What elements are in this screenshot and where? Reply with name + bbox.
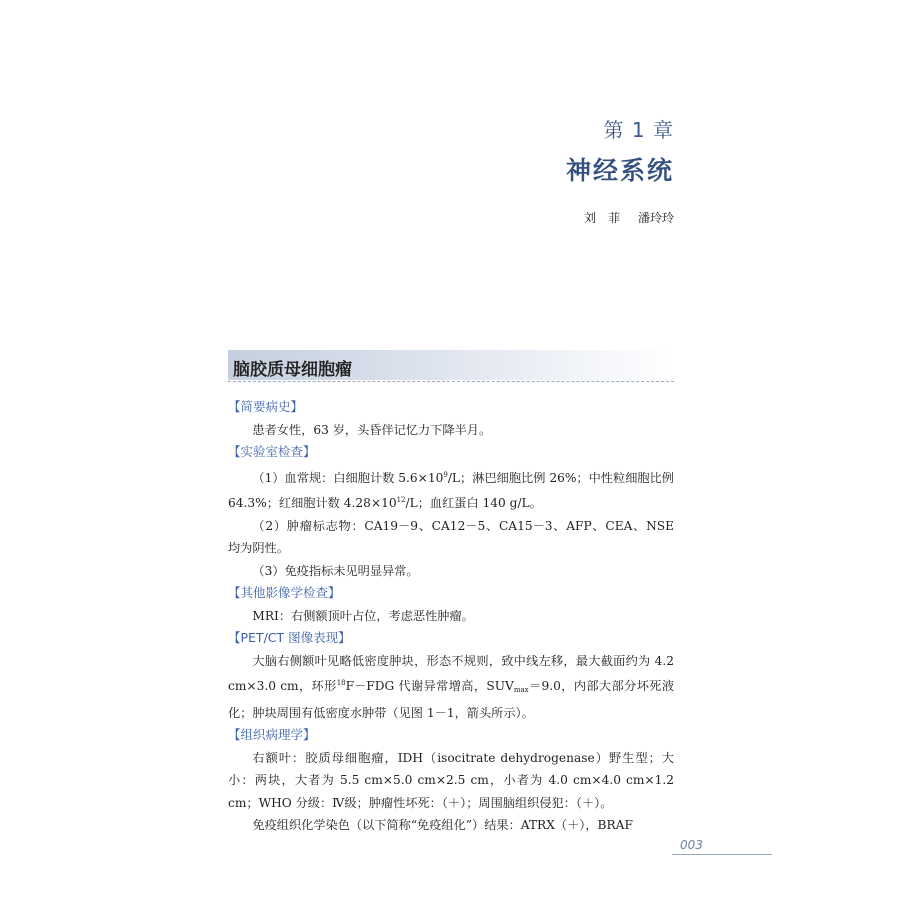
author-1: 刘 菲 xyxy=(584,211,621,225)
petct-text xyxy=(228,650,674,725)
lab-item-1-text-c: /L；血红蛋白 140 g/L。 xyxy=(405,496,542,510)
lab-item-1-exponent-2: 12 xyxy=(396,496,406,504)
imaging-heading: 【其他影像学检查】 xyxy=(228,585,341,600)
history-text: 患者女性，63 岁，头昏伴记忆力下降半月。 xyxy=(252,422,492,437)
pathology-heading: 【组织病理学】 xyxy=(228,727,316,742)
pathology-paragraph-1: 右额叶：胶质母细胞瘤，IDH（isocitrate dehydrogenase）野生型；大小：两块，大者为 5.5 cm×5.0 cm×2.5 cm，小者为 4.0 cm×4.0 cm×1.2 cm；WHO 分级：Ⅳ级；肿瘤性坏死：（＋）；周围脑组织侵犯：（＋）。 xyxy=(228,750,674,810)
chapter-title: 神经系统 xyxy=(565,156,674,185)
lab-item-1 xyxy=(228,464,674,515)
petct-suv-subscript: max xyxy=(513,686,529,694)
page-number: 003 xyxy=(680,838,703,852)
lab-heading: 【实验室检查】 xyxy=(228,444,316,459)
petct-heading: 【PET/CT 图像表现】 xyxy=(228,630,351,645)
section-title: 脑胶质母细胞瘤 xyxy=(233,360,352,380)
page-number-rule xyxy=(672,854,772,855)
chapter-number: 第 1 章 xyxy=(603,118,674,142)
case-content xyxy=(228,396,674,837)
lab-item-1-text-a: （1）血常规：白细胞计数 5.6×10 xyxy=(252,470,444,485)
history-heading: 【简要病史】 xyxy=(228,399,304,414)
chapter-authors xyxy=(584,209,674,226)
pathology-paragraph-2: 免疫组织化学染色（以下简称“免疫组化”）结果：ATRX（＋），BRAF xyxy=(252,818,633,832)
lab-item-3: （3）免疫指标未见明显异常。 xyxy=(252,563,419,578)
lab-item-1-text-b: /L；淋巴细胞比例 26%；中性粒细胞比例 64.3%；红细胞计数 4.28×10 xyxy=(228,470,674,510)
petct-text-b: F－FDG 代谢异常增高，SUV xyxy=(345,679,514,693)
section-divider xyxy=(228,381,674,382)
lab-item-1-exponent-1: 9 xyxy=(443,470,448,479)
petct-text-c: ＝9.0，内部大部分坏死液化；肿块周围有低密度水肿带（见图 1－1，箭头所示）。 xyxy=(228,679,675,720)
author-2: 潘玲玲 xyxy=(637,211,674,225)
lab-item-2: （2）肿瘤标志物：CA19－9、CA12－5、CA15－3、AFP、CEA、NSE 均为阴性。 xyxy=(228,518,674,555)
petct-text-a: 大脑右侧额叶见略低密度肿块，形态不规则，致中线左移，最大截面约为 4.2 cm×3.0 cm，环形 xyxy=(228,653,674,693)
petct-isotope-superscript: 18 xyxy=(336,679,346,687)
imaging-text: MRI：右侧额顶叶占位，考虑恶性肿瘤。 xyxy=(252,608,474,623)
